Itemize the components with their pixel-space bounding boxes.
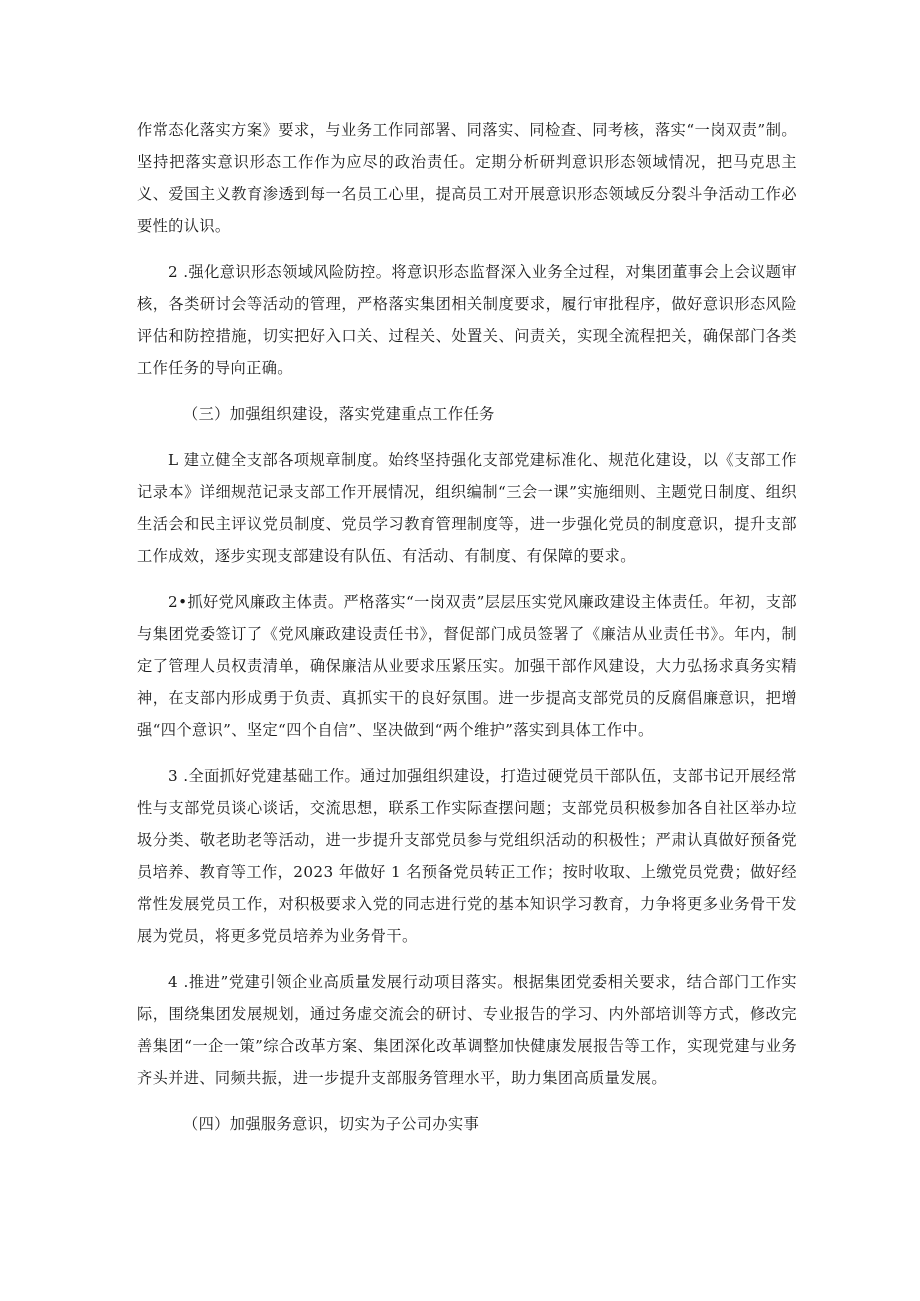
paragraph-item-3-foundation: 3 .全面抓好党建基础工作。通过加强组织建设，打造过硬党员干部队伍，支部书记开展经常性与支部党员谈心谈话，交流思想，联系工作实际查摆问题；支部党员积极参加各自社区举办垃圾分类、敬老助老等活动，进一步提升支部党员参与党组织活动的积极性；严肃认真做好预备党员培养、教育等工作，2023 年做好 1 名预备党员转正工作；按时收取、上缴党员党费；做好经常性发展党员工作，对积极要求入党的同志进行党的基本知识学习教育，力争将更多业务骨干发展为党员，将更多党员培养为业务骨干。 (137, 767, 797, 945)
paragraph-item-2-risk-control: 2 .强化意识形态领域风险防控。将意识形态监督深入业务全过程，对集团董事会上会议题审核，各类研讨会等活动的管理，严格落实集团相关制度要求，履行审批程序，做好意识形态风险评估和防控措施，切实把好入口关、过程关、处置关、问责关，实现全流程把关，确保部门各类工作任务的导向正确。 (137, 263, 797, 377)
paragraph-item-4-development: 4 .推进”党建引领企业高质量发展行动项目落实。根据集团党委相关要求，结合部门工作实际，围绕集团发展规划，通过务虚交流会的研讨、专业报告的学习、内外部培训等方式，修改完善集团“一企一策”综合改革方案、集团深化改革调整加快健康发展报告等工作，实现党建与业务齐头并进、同频共振，进一步提升支部服务管理水平，助力集团高质量发展。 (137, 973, 797, 1087)
paragraph-item-2-integrity: 2•抓好党风廉政主体责。严格落实“一岗双责”层层压实党风廉政建设主体责任。年初，支部与集团党委签订了《党风廉政建设责任书》，督促部门成员签署了《廉洁从业责任书》。年内，制定了管理人员权责清单，确保廉洁从业要求压紧压实。加强干部作风建设，大力弘扬求真务实精神，在支部内形成勇于负责、真抓实干的良好氛围。进一步提高支部党员的反腐倡廉意识，把增强“四个意识”、坚定“四个自信”、坚决做到“两个维护”落实到具体工作中。 (137, 593, 797, 739)
document-body (137, 114, 797, 1154)
paragraph-item-1-rules: L 建立健全支部各项规章制度。始终坚持强化支部党建标准化、规范化建设，以《支部工作记录本》详细规范记录支部工作开展情况，组织编制“三会一课”实施细则、主题党日制度、组织生活会和民主评议党员制度、党员学习教育管理制度等，进一步强化党员的制度意识，提升支部工作成效，逐步实现支部建设有队伍、有活动、有制度、有保障的要求。 (137, 451, 797, 565)
paragraph-continuation: 作常态化落实方案》要求，与业务工作同部署、同落实、同检查、同考核，落实“一岗双责”制。坚持把落实意识形态工作作为应尽的政治责任。定期分析研判意识形态领域情况，把马克思主义、爱国主义教育渗透到每一名员工心里，提高员工对开展意识形态领域反分裂斗争活动工作必要性的认识。 (137, 121, 797, 235)
section-heading-3: （三）加强组织建设，落实党建重点工作任务 (183, 405, 495, 423)
section-heading-4: （四）加强服务意识，切实为子公司办实事 (183, 1115, 480, 1133)
